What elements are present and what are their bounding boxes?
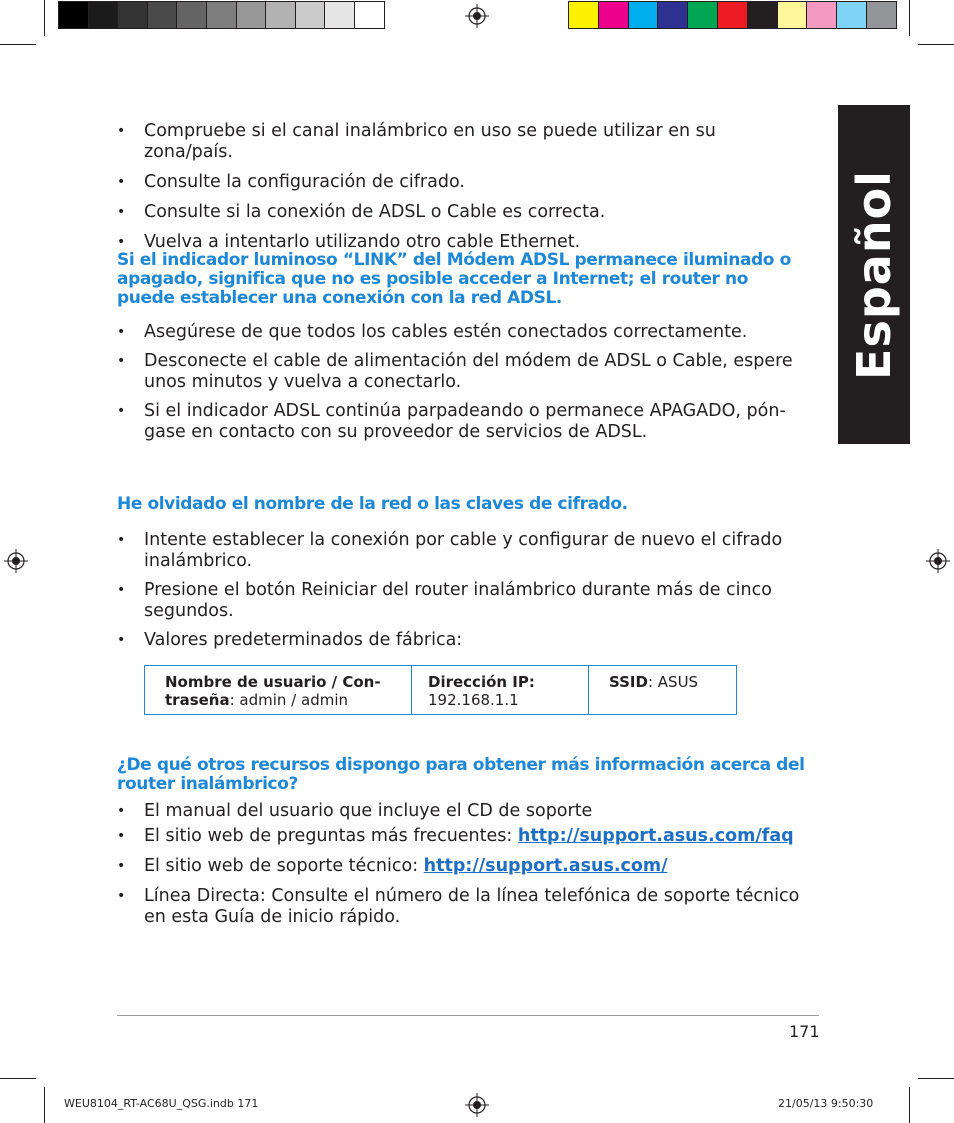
adsl-list	[117, 322, 809, 443]
color-swatch	[117, 1, 148, 29]
crop-mark	[44, 1087, 45, 1123]
color-swatch	[628, 1, 659, 29]
list-item: • Vuelva a intentarlo utilizando otro cable Ethernet.	[117, 232, 809, 253]
support-label: El sitio web de soporte técnico:	[144, 856, 424, 876]
list-item: • Presione el botón Reiniciar del router inalámbrico durante más de cinco segundos.	[117, 580, 809, 622]
resources-list	[117, 801, 809, 928]
registration-target-icon	[465, 4, 489, 28]
registration-target-icon	[4, 549, 28, 573]
list-item: • Si el indicador ADSL continúa parpadeando o permanece APAGADO, pón-gase en contacto con su proveedor de servicios de ADSL.	[117, 401, 809, 443]
table-cell-credentials	[145, 666, 412, 715]
factory-defaults-table	[144, 665, 737, 715]
color-swatch	[657, 1, 688, 29]
list-item	[117, 826, 809, 847]
color-swatch	[866, 1, 897, 29]
crop-mark	[918, 1078, 954, 1079]
crop-mark	[0, 44, 36, 45]
color-swatch	[687, 1, 718, 29]
crop-mark	[909, 0, 910, 36]
color-swatch	[354, 1, 385, 29]
color-swatch	[176, 1, 207, 29]
section-heading-resources: ¿De qué otros recursos dispongo para obtener más información acerca del router inalámbrico?	[117, 755, 805, 794]
color-swatch	[236, 1, 267, 29]
slug-timestamp: 21/05/13 9:50:30	[778, 1097, 874, 1110]
check-list	[117, 121, 809, 253]
color-swatch	[265, 1, 296, 29]
table-cell-ip	[412, 666, 589, 715]
crop-mark	[0, 1078, 36, 1079]
color-swatch	[777, 1, 808, 29]
crop-mark	[44, 0, 45, 36]
registration-target-icon	[465, 1093, 489, 1117]
language-tab-label: Español	[847, 169, 901, 380]
color-swatch	[806, 1, 837, 29]
list-item	[117, 856, 809, 877]
list-item: • Línea Directa: Consulte el número de la línea telefónica de soporte técnico en esta Guía de inicio rápido.	[117, 886, 809, 928]
ssid-label: SSID	[609, 673, 648, 691]
faq-link[interactable]: http://support.asus.com/faq	[517, 826, 794, 846]
color-swatch	[147, 1, 178, 29]
crop-mark	[909, 1087, 910, 1123]
list-item: • Consulte la configuración de cifrado.	[117, 172, 809, 193]
list-item: • Intente establecer la conexión por cable y configurar de nuevo el cifrado inalámbrico.	[117, 530, 809, 572]
table-cell-ssid	[589, 666, 737, 715]
section-heading-link-indicator: Si el indicador luminoso “LINK” del Módem ADSL permanece iluminado o apagado, significa que no es posible acceder a Internet; el router no puede establecer una conexión con la red ADSL.	[117, 250, 791, 308]
list-item: • Compruebe si el canal inalámbrico en uso se puede utilizar en su zona/país.	[117, 121, 809, 163]
list-item: • Consulte si la conexión de ADSL o Cable es correcta.	[117, 202, 809, 223]
color-swatch	[88, 1, 119, 29]
ip-label: Dirección IP:	[428, 673, 535, 691]
credentials-label: Nombre de usuario / Con-traseña	[165, 673, 381, 709]
color-swatch	[206, 1, 237, 29]
color-swatch	[598, 1, 629, 29]
color-swatch	[58, 1, 89, 29]
registration-target-icon	[926, 549, 950, 573]
forgot-list	[117, 530, 809, 651]
section-heading-forgot-network: He olvidado el nombre de la red o las claves de cifrado.	[117, 494, 628, 514]
list-item: • Asegúrese de que todos los cables estén conectados correctamente.	[117, 322, 809, 343]
crop-mark	[918, 44, 954, 45]
ip-value: 192.168.1.1	[428, 691, 519, 709]
language-tab	[838, 105, 910, 444]
color-swatch	[324, 1, 355, 29]
list-item: • Valores predeterminados de fábrica:	[117, 630, 809, 651]
footer-divider	[117, 1015, 819, 1016]
faq-label: El sitio web de preguntas más frecuentes:	[144, 826, 518, 846]
credentials-value: : admin / admin	[229, 691, 349, 709]
color-swatch	[717, 1, 748, 29]
list-item: • Desconecte el cable de alimentación del módem de ADSL o Cable, espere unos minutos y vuelva a conectarlo.	[117, 351, 809, 393]
slug-file-info: WEU8104_RT-AC68U_QSG.indb 171	[64, 1097, 259, 1110]
color-swatch	[747, 1, 778, 29]
ssid-value: : ASUS	[647, 673, 699, 691]
color-swatch	[836, 1, 867, 29]
page-number: 171	[789, 1022, 820, 1041]
color-swatch	[295, 1, 326, 29]
color-swatch	[568, 1, 599, 29]
list-item: • El manual del usuario que incluye el CD de soporte	[117, 801, 809, 822]
support-link[interactable]: http://support.asus.com/	[423, 856, 668, 876]
